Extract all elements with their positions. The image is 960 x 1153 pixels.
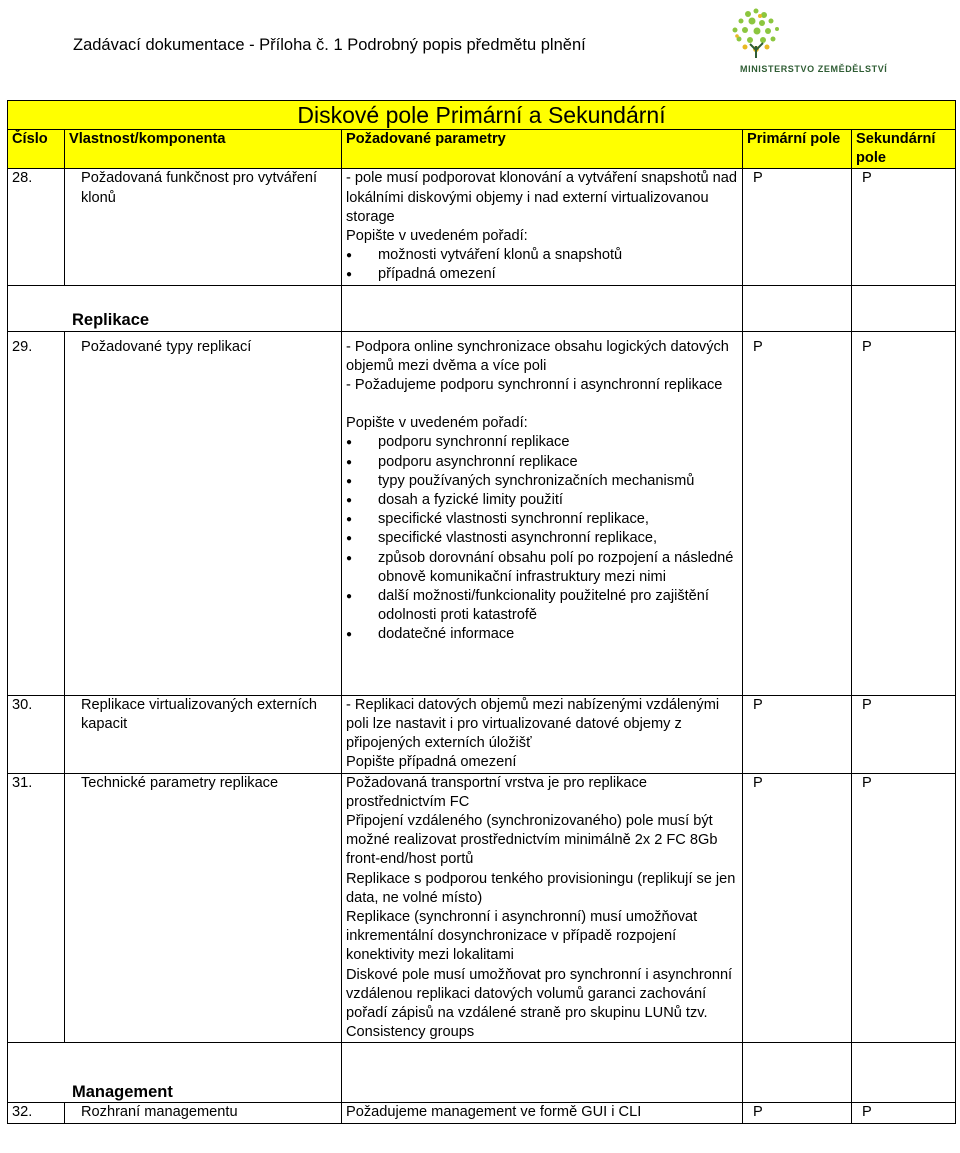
column-header-parameters: Požadované parametry [342, 130, 743, 169]
row-number: 30. [8, 695, 65, 773]
list-item: ● dosah a fyzické limity použití [378, 491, 738, 510]
table-title: Diskové pole Primární a Sekundární [8, 101, 956, 130]
row-property: Technické parametry replikace [65, 773, 342, 1043]
secondary-value: P [852, 1103, 956, 1124]
secondary-value: P [852, 331, 956, 695]
primary-value: P [743, 695, 852, 773]
secondary-value: P [852, 169, 956, 285]
list-item: ● podporu synchronní replikace [378, 433, 738, 452]
row-property: Požadovaná funkčnost pro vytváření klonů [65, 169, 342, 285]
column-header-row [8, 130, 956, 169]
logo-text: MINISTERSTVO ZEMĚDĚLSTVÍ [740, 64, 888, 74]
list-item: ● dodatečné informace [378, 625, 738, 644]
primary-value: P [743, 169, 852, 285]
list-item: ● specifické vlastnosti synchronní replikace, [378, 510, 738, 529]
row-parameters [342, 331, 743, 695]
primary-value: P [743, 773, 852, 1043]
section-title-management: Management [8, 1043, 342, 1103]
table-row [8, 169, 956, 285]
describe-label: Popište v uvedeném pořadí: [346, 415, 528, 432]
column-header-property: Vlastnost/komponenta [65, 130, 342, 169]
ministry-logo [708, 6, 888, 78]
describe-label: Popište případná omezení [346, 754, 517, 771]
parameter-text: Požadovaná transportní vrstva je pro replikace prostřednictvím FC [346, 774, 647, 810]
parameter-text: - Podpora online synchronizace obsahu logických datových objemů mezi dvěma a více poli [346, 338, 729, 374]
column-header-primary: Primární pole [743, 130, 852, 169]
section-title-replication: Replikace [8, 285, 342, 331]
bullet-list [346, 433, 738, 644]
row-parameters: Požadujeme management ve formě GUI i CLI [342, 1103, 743, 1124]
row-parameters [342, 169, 743, 285]
secondary-value: P [852, 695, 956, 773]
table-row [8, 1103, 956, 1124]
list-item: ● podporu asynchronní replikace [378, 453, 738, 472]
list-item: ● způsob dorovnání obsahu polí po rozpojení a následné obnově komunikační infrastruktury mezi nimi [378, 549, 738, 587]
row-parameters [342, 695, 743, 773]
tree-of-dots-logo-icon [708, 6, 888, 66]
table-row [8, 773, 956, 1043]
list-item: ● možnosti vytváření klonů a snapshotů [378, 246, 738, 265]
parameter-text: - Replikaci datových objemů mezi nabízenými vzdálenými poli lze nastavit i pro virtualizované datové objemy z připojených externích úložišť [346, 696, 720, 752]
primary-value: P [743, 1103, 852, 1124]
section-row [8, 285, 956, 331]
table-row [8, 331, 956, 695]
row-property: Replikace virtualizovaných externích kapacit [65, 695, 342, 773]
list-item: ● případná omezení [378, 265, 738, 284]
parameter-text: - Požadujeme podporu synchronní i asynchronní replikace [346, 377, 723, 394]
row-number: 28. [8, 169, 65, 285]
row-property: Požadované typy replikací [65, 331, 342, 695]
parameter-text: Replikace (synchronní i asynchronní) musí umožňovat inkrementální dosynchronizace v případě rozpojení konektivity mezi lokalitami [346, 909, 698, 964]
parameter-text: Připojení vzdáleného (synchronizovaného) pole musí být možné realizovat prostřednictvím minimálně 2x 2 FC 8Gb front-end/host portů [346, 813, 718, 868]
table-row [8, 695, 956, 773]
parameter-text: Replikace s podporou tenkého provisioningu (replikují se jen data, ne volné místo) [346, 870, 736, 906]
parameter-text: - pole musí podporovat klonování a vytváření snapshotů nad lokálními diskovými objemy i nad externí virtualizovanou storage [346, 170, 738, 225]
column-header-secondary: Sekundární pole [852, 130, 956, 169]
bullet-list [346, 246, 738, 284]
column-header-number: Číslo [8, 130, 65, 169]
row-number: 31. [8, 773, 65, 1043]
describe-label: Popište v uvedeném pořadí: [346, 228, 528, 245]
parameter-text: Diskové pole musí umožňovat pro synchronní i asynchronní vzdálenou replikaci datových volumů garanci zachování pořadí zápisů na vzdálené straně pro skupinu LUNů tzv. Consistency groups [346, 966, 733, 1041]
secondary-value: P [852, 773, 956, 1043]
row-parameters [342, 773, 743, 1043]
list-item: ● další možnosti/funkcionality použitelné pro zajištění odolnosti proti katastrofě [378, 587, 738, 625]
row-number: 32. [8, 1103, 65, 1124]
document-header-title: Zadávací dokumentace - Příloha č. 1 Podrobný popis předmětu plnění [73, 36, 586, 54]
list-item: ● specifické vlastnosti asynchronní replikace, [378, 529, 738, 548]
list-item: ● typy používaných synchronizačních mechanismů [378, 472, 738, 491]
primary-value: P [743, 331, 852, 695]
row-number: 29. [8, 331, 65, 695]
specification-table [7, 100, 956, 1124]
section-row [8, 1043, 956, 1103]
row-property: Rozhraní managementu [65, 1103, 342, 1124]
